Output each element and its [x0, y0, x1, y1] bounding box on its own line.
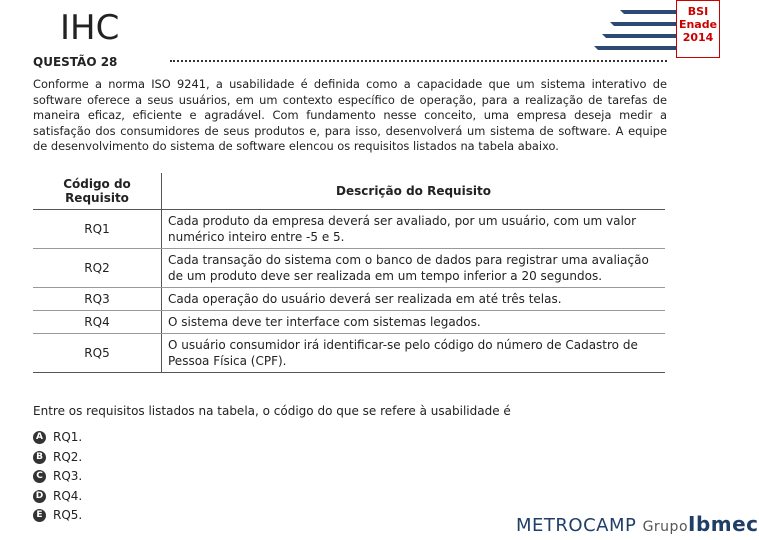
brand-grupo: Grupo: [642, 519, 689, 535]
question-label: QUESTÃO 28: [33, 55, 118, 69]
page-title: IHC: [60, 8, 120, 48]
question-divider: [170, 60, 667, 62]
badge-line-2: Enade: [678, 18, 718, 31]
requirement-code: RQ4: [33, 311, 162, 334]
header-description: Descrição do Requisito: [162, 173, 666, 210]
badge-line-1: BSI: [687, 5, 709, 18]
option-text: RQ3.: [53, 469, 83, 483]
footer-logo: [516, 512, 759, 536]
brand-metrocamp: METROCAMP: [516, 515, 637, 536]
requirements-table: [33, 173, 665, 373]
requirement-code: RQ1: [33, 210, 162, 249]
badge-line-3: 2014: [682, 31, 714, 44]
option-letter-icon: E: [33, 509, 46, 522]
requirement-description: O usuário consumidor irá identificar-se pelo código do número de Cadastro de Pessoa Física (CPF).: [162, 334, 666, 373]
option-text: RQ4.: [53, 488, 83, 503]
question-prompt: Conforme a norma ISO 9241, a usabilidade é definida como a capacidade que um sistema interativo de software oferece a seus usuários, em um contexto específico de operação, para a realização de tarefas de maneira eficaz, eficiente e agradável. Com fundamento nesse conceito, uma empresa deseja medir a satisfação dos consumidores de seus produtos e, para isso, desenvolverá um sistema de software. A equipe de desenvolvimento do sistema de software elencou os requisitos listados na tabela abaixo.: [33, 77, 667, 153]
table-row: [33, 311, 665, 334]
table-header-row: [33, 173, 665, 210]
option-text: RQ5.: [53, 508, 83, 522]
question-stem: Entre os requisitos listados na tabela, o código do que se refere à usabilidade é: [33, 404, 511, 418]
enade-badge: [676, 0, 720, 58]
requirement-code: RQ3: [33, 288, 162, 311]
option-text: RQ1.: [53, 430, 83, 444]
option-letter-icon: A: [33, 431, 46, 444]
table-row: [33, 288, 665, 311]
option-e[interactable]: [33, 506, 82, 526]
table-row: [33, 334, 665, 373]
option-a[interactable]: [33, 428, 82, 448]
answer-options: [33, 428, 82, 526]
requirement-description: Cada transação do sistema com o banco de dados para registrar uma avaliação de um produto deve ser realizada em um tempo inferior a 20 segundos.: [162, 249, 666, 288]
option-text: RQ2.: [53, 449, 83, 464]
option-b[interactable]: [33, 448, 82, 468]
requirement-code: RQ2: [33, 249, 162, 288]
requirement-code: RQ5: [33, 334, 162, 373]
requirement-description: O sistema deve ter interface com sistemas legados.: [162, 311, 666, 334]
brand-ibmec: Ibmec: [688, 512, 759, 536]
badge-stripes-decoration: [590, 2, 680, 58]
requirement-description: Cada produto da empresa deverá ser avaliado, por um usuário, com um valor numérico inteiro entre -5 e 5.: [162, 210, 666, 249]
table-row: [33, 249, 665, 288]
table-row: [33, 210, 665, 249]
option-letter-icon: D: [33, 490, 46, 503]
option-c[interactable]: [33, 467, 82, 487]
option-letter-icon: B: [33, 451, 46, 464]
option-d[interactable]: [33, 487, 82, 507]
option-letter-icon: C: [33, 470, 46, 483]
header-code: Código do Requisito: [33, 173, 162, 210]
requirement-description: Cada operação do usuário deverá ser realizada em até três telas.: [162, 288, 666, 311]
